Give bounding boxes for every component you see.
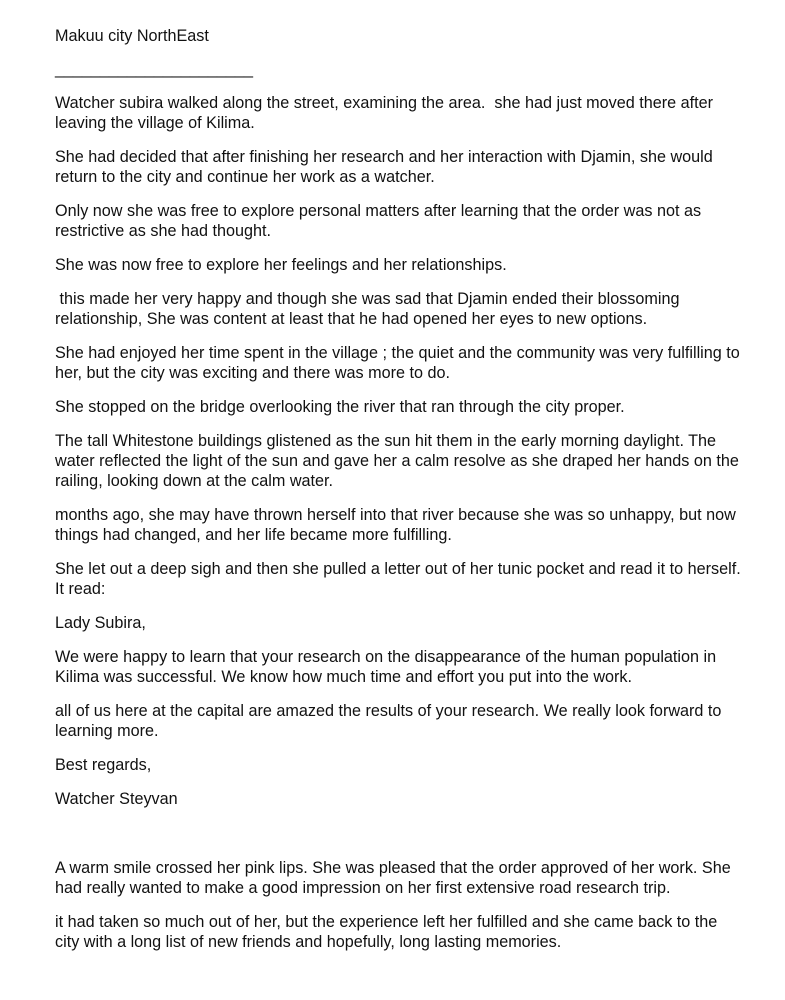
paragraph: She had decided that after finishing her research and her interaction with Djamin, she would return to the city and continue her work as a watcher. bbox=[55, 148, 718, 186]
letter-paragraph: We were happy to learn that your research on the disappearance of the human population in Kilima was successful. We know how much time and effort you put into the work. bbox=[55, 648, 721, 686]
letter-salutation: Lady Subira, bbox=[55, 614, 146, 632]
paragraph: Watcher subira walked along the street, examining the area. she had just moved there after leaving the village of Kilima. bbox=[55, 94, 718, 132]
separator-line: ______________________ bbox=[55, 60, 254, 78]
letter-paragraph: all of us here at the capital are amazed the results of your research. We really look forward to learning more. bbox=[55, 702, 726, 740]
letter-closing: Best regards, bbox=[55, 756, 152, 774]
paragraph: The tall Whitestone buildings glistened as the sun hit them in the early morning daylight. The water reflected the light of the sun and gave her a calm resolve as she draped her hands on the railing, looking down at the calm water. bbox=[55, 432, 744, 490]
paragraph: She had enjoyed her time spent in the village ; the quiet and the community was very fulfilling to her, but the city was exciting and there was more to do. bbox=[55, 344, 745, 382]
paragraph: months ago, she may have thrown herself into that river because she was so unhappy, but now things had changed, and her life became more fulfilling. bbox=[55, 506, 741, 544]
paragraph: this made her very happy and though she was sad that Djamin ended their blossoming relationship, She was content at least that he had opened her eyes to new options. bbox=[55, 290, 684, 328]
paragraph: it had taken so much out of her, but the experience left her fulfilled and she came back to the city with a long list of new friends and hopefully, long lasting memories. bbox=[55, 913, 722, 951]
paragraph: She was now free to explore her feelings and her relationships. bbox=[55, 256, 507, 274]
location-heading: Makuu city NorthEast bbox=[55, 27, 209, 45]
paragraph: She stopped on the bridge overlooking the river that ran through the city proper. bbox=[55, 398, 625, 416]
paragraph: A warm smile crossed her pink lips. She was pleased that the order approved of her work. She had really wanted to make a good impression on her first extensive road research trip. bbox=[55, 859, 736, 897]
document-body bbox=[55, 26, 750, 966]
paragraph: She let out a deep sigh and then she pulled a letter out of her tunic pocket and read it to herself. It read: bbox=[55, 560, 750, 598]
paragraph: Only now she was free to explore personal matters after learning that the order was not as restrictive as she had thought. bbox=[55, 202, 706, 240]
letter-signature: Watcher Steyvan bbox=[55, 790, 178, 808]
